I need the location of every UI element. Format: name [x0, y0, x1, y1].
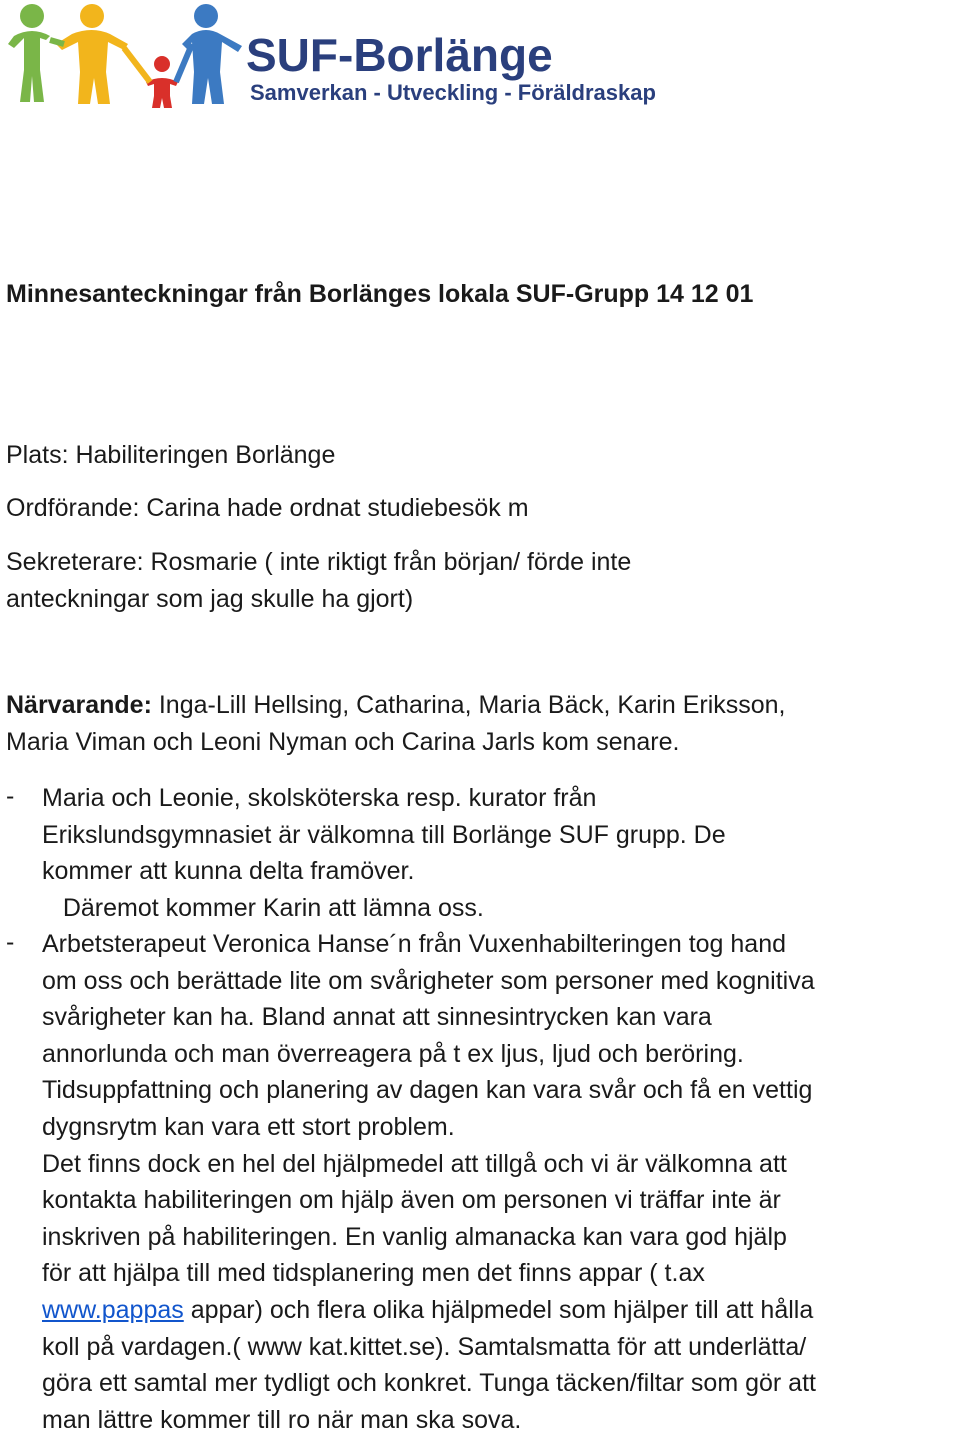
list-item-2-line: kontakta habiliteringen om hjälp även om personen vi träffar inte är — [42, 1186, 781, 1215]
family-figures-icon — [6, 0, 246, 110]
plats-line: Plats: Habiliteringen Borlänge — [6, 441, 336, 469]
list-item-2-line: för att hjälpa till med tidsplanering men det finns appar ( t.ax — [42, 1259, 705, 1288]
logo-subtitle: Samverkan - Utveckling - Föräldraskap — [250, 80, 656, 105]
bullet-1: - — [6, 782, 15, 810]
list-item-2-line: Det finns dock en hel del hjälpmedel att tillgå och vi är välkomna att — [42, 1149, 787, 1178]
list-item-1-line: Däremot kommer Karin att lämna oss. — [42, 893, 484, 922]
narvarande-label: Närvarande: — [6, 691, 152, 719]
bullet-2: - — [6, 928, 15, 956]
narvarande-line-1 — [6, 691, 786, 720]
list-item-2-line: göra ett samtal mer tydligt och konkret. Tunga täcken/filtar som gör att — [42, 1369, 816, 1398]
list-item-1-line: Erikslundsgymnasiet är välkomna till Borlänge SUF grupp. De — [42, 820, 726, 849]
list-item-2 — [42, 926, 958, 1438]
list-item-2-line: Tidsuppfattning och planering av dagen kan vara svår och få en vettig — [42, 1076, 813, 1105]
list-item-2-line: Arbetsterapeut Veronica Hanse´n från Vuxenhabilteringen tog hand — [42, 930, 787, 958]
document-title: Minnesanteckningar från Borlänges lokala SUF-Grupp 14 12 01 — [6, 280, 754, 308]
ordforande-line: Ordförande: Carina hade ordnat studiebesök m — [6, 494, 529, 522]
logo-title: SUF-Borlänge — [246, 29, 553, 81]
list-item-2-line: annorlunda och man överreagera på t ex ljus, ljud och beröring. — [42, 1039, 744, 1068]
list-item-2-line: svårigheter kan ha. Bland annat att sinnesintrycken kan vara — [42, 1003, 712, 1032]
after-link-text: appar) och flera olika hjälpmedel som hjälper till att hålla — [183, 1295, 814, 1324]
narvarande-names-1: Inga-Lill Hellsing, Catharina, Maria Bäck, Karin Eriksson, — [151, 691, 786, 719]
list-item-2-line: om oss och berättade lite om svårigheter som personer med kognitiva — [42, 966, 815, 995]
sekreterare-line-2: anteckningar som jag skulle ha gjort) — [6, 585, 414, 613]
list-item-2-line: man lättre kommer till ro när man ska sova. — [42, 1405, 522, 1434]
list-item-1-line: kommer att kunna delta framöver. — [42, 857, 415, 886]
list-item-1-line: Maria och Leonie, skolsköterska resp. kurator från — [42, 784, 597, 812]
list-item-2-line: koll på vardagen.( www kat.kittet.se). Samtalsmatta för att underlätta/ — [42, 1332, 807, 1361]
list-item-2-link-line — [42, 1292, 958, 1329]
suf-borlange-logo — [6, 0, 726, 120]
narvarande-line-2: Maria Viman och Leoni Nyman och Carina Jarls kom senare. — [6, 728, 680, 756]
list-item-2-line: dygnsrytm kan vara ett stort problem. — [42, 1112, 455, 1141]
sekreterare-line-1: Sekreterare: Rosmarie ( inte riktigt från början/ förde inte — [6, 548, 632, 576]
list-item-2-line: inskriven på habiliteringen. En vanlig almanacka kan vara god hjälp — [42, 1222, 787, 1251]
pappas-link[interactable]: www.pappas — [42, 1295, 184, 1324]
list-item-1 — [42, 780, 958, 926]
